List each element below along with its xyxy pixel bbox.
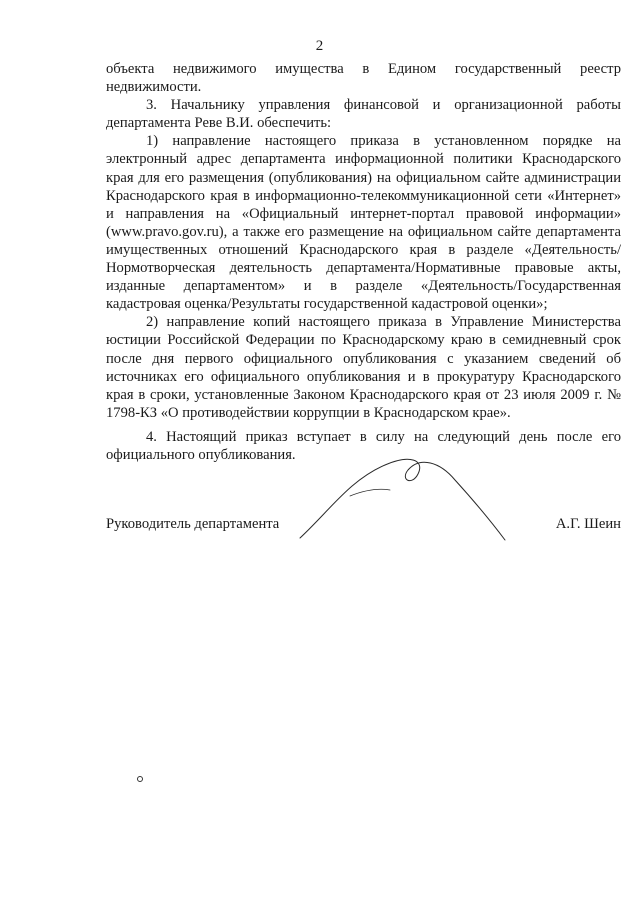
scan-speck	[136, 775, 144, 783]
document-body	[106, 60, 621, 464]
signatory-name: А.Г. Шеин	[555, 516, 621, 532]
paragraph-item-3: 3. Начальнику управления финансовой и организационной работы департамента Реве В.И. обеспечить:	[106, 97, 621, 132]
signatory-position: Руководитель департамента	[106, 516, 280, 532]
paragraph-subitem-1: 1) направление настоящего приказа в установленном порядке на электронный адрес департамента информационной политики Краснодарского края для его размещения (опубликования) на официальном сайте администрации Краснодарского края в информационно-телекоммуникационной сети «Интернет» и направления на «Официальный интернет-портал правовой информации» (www.pravo.gov.ru), а также его размещение на официальном сайте департамента имущественных отношений Краснодарского края в разделе «Деятельность/Нормотворческая деятельность департамента/Нормативные правовые акты, изданные департаментом» и в разделе «Деятельность/Государственная кадастровая оценка/Результаты государственной кадастровой оценки»;	[106, 133, 621, 313]
paragraph-subitem-2: 2) направление копий настоящего приказа в Управление Министерства юстиции Российской Федерации по Краснодарскому краю в семидневный срок после дня первого официального опубликования с указанием сведений об источниках его официального опубликования и в прокуратуру Краснодарского края в сроки, установленные Законом Краснодарского края от 23 июля 2009 г. № 1798-КЗ «О противодействии коррупции в Краснодарском крае».	[106, 314, 621, 421]
page-number: 2	[315, 38, 324, 54]
handwritten-signature	[290, 440, 550, 550]
paragraph-item-4: 4. Настоящий приказ вступает в силу на следующий день после его официального опубликования.	[106, 428, 621, 463]
paragraph-continuation: объекта недвижимого имущества в Едином государственный реестр недвижимости.	[106, 61, 621, 96]
